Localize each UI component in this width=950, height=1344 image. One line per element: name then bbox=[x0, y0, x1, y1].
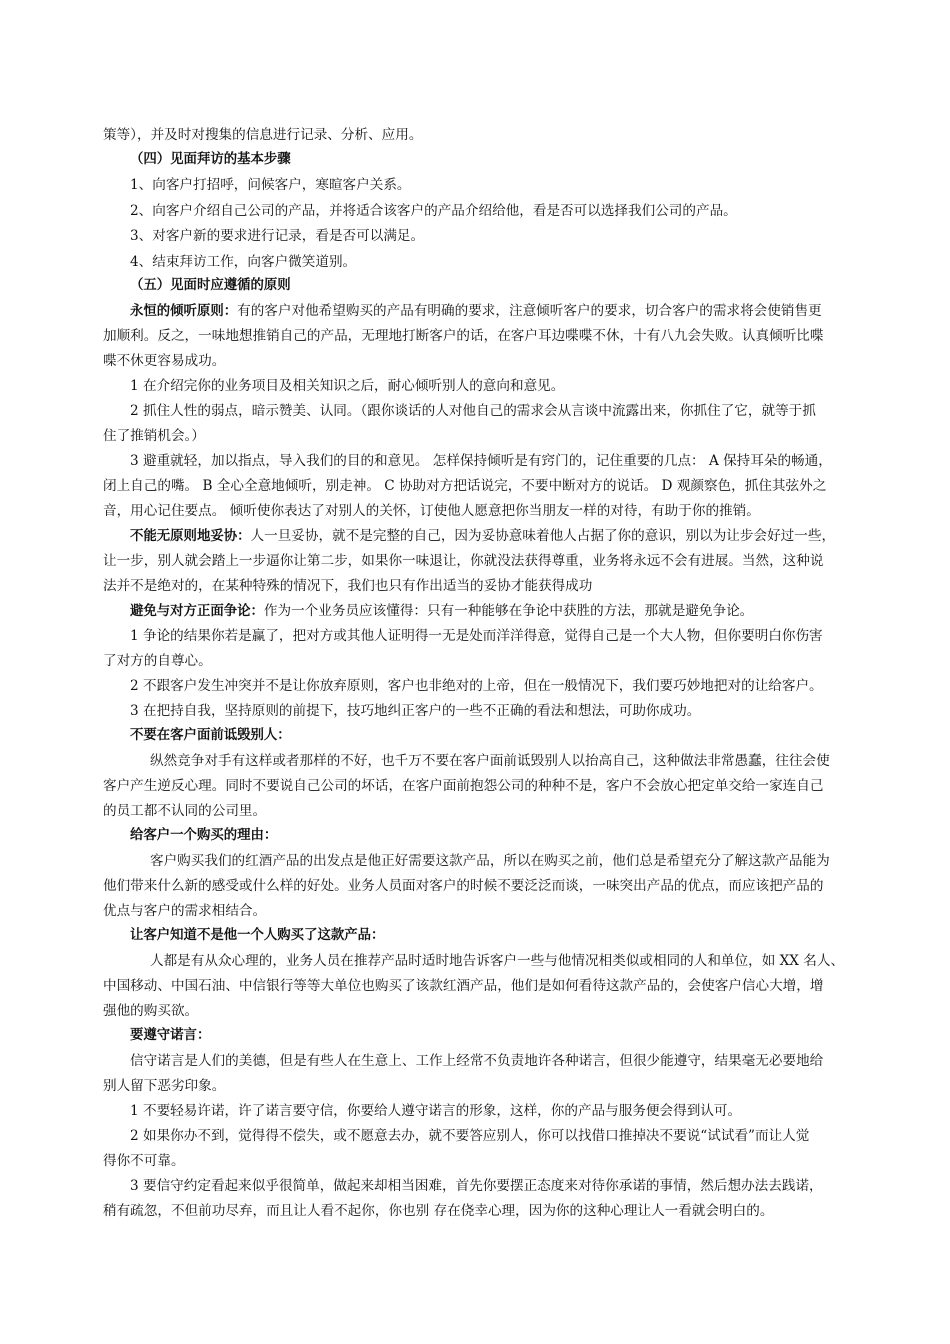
paragraph-line: 音，用心记住要点。 倾听使你表达了对别人的关怀，订使他人愿意把你当朋友一样的对待，有助于你的推销。 bbox=[103, 503, 760, 519]
subheading: 不要在客户面前诋毁别人： bbox=[130, 728, 291, 743]
paragraph-line: 策等），并及时对搜集的信息进行记录、分析、应用。 bbox=[103, 127, 423, 143]
paragraph-text: 有的客户对他希望购买的产品有明确的要求，注意倾听客户的要求，切合客户的需求将会使销售更 bbox=[237, 303, 822, 319]
section-heading: （四）见面拜访的基本步骤 bbox=[130, 152, 291, 167]
list-item: 3 避重就轻，加以指点，导入我们的目的和意见。 怎样保持倾听是有窍门的，记住重要的几点： A 保持耳朵的畅通， bbox=[130, 453, 832, 469]
paragraph-line: 住了推销机会。） bbox=[103, 428, 205, 444]
bold-lead: 永恒的倾听原则： bbox=[130, 304, 238, 319]
list-item: 3 要信守约定看起来似乎很简单，做起来却相当困难，首先你要摆正态度来对待你承诺的事情，然后想办法去践诺， bbox=[130, 1178, 823, 1194]
paragraph-line: 的员工都不认同的公司里。 bbox=[103, 803, 267, 819]
paragraph-line: 客户购买我们的红酒产品的出发点是他正好需要这款产品，所以在购买之前，他们总是希望充分了解这款产品能为 bbox=[150, 853, 830, 869]
paragraph-line: 客户产生逆反心理。同时不要说自己公司的坏话，在客户面前抱怨公司的种种不是，客户不会放心把定单交给一家连自己 bbox=[103, 778, 824, 794]
list-item: 4、结束拜访工作，向客户微笑道别。 bbox=[130, 254, 357, 270]
list-item: 2 如果你办不到，觉得得不偿失，或不愿意去办，就不要答应别人，你可以找借口推掉决不要说“试试看”而让人觉 bbox=[130, 1128, 810, 1144]
paragraph-line bbox=[130, 601, 753, 622]
paragraph-line: 他们带来什么新的感受或什么样的好处。业务人员面对客户的时候不要泛泛而谈，一味突出产品的优点，而应该把产品的 bbox=[103, 878, 824, 894]
list-item: 1 争论的结果你若是赢了，把对方或其他人证明得一无是处而洋洋得意，觉得自己是一个大人物，但你要明白你伤害 bbox=[130, 628, 823, 644]
paragraph-line: 闭上自己的嘴。 B 全心全意地倾听，别走神。 C 协助对方把话说完，不要中断对方的说话。 D 观颜察色，抓住其弦外之 bbox=[103, 478, 827, 494]
paragraph-line: 了对方的自尊心。 bbox=[103, 653, 212, 669]
paragraph-text: 作为一个业务员应该懂得：只有一种能够在争论中获胜的方法，那就是避免争论。 bbox=[263, 603, 754, 619]
paragraph-line: 优点与客户的需求相结合。 bbox=[103, 903, 267, 919]
paragraph-line bbox=[130, 301, 822, 322]
bold-lead: 不能无原则地妥协： bbox=[130, 529, 251, 544]
list-item: 1、向客户打招呼，问候客户，寒暄客户关系。 bbox=[130, 177, 411, 193]
paragraph-line: 中国移动、中国石油、中信银行等等大单位也购买了该款红酒产品，他们是如何看待这款产品的，会使客户信心大增，增 bbox=[103, 978, 824, 994]
paragraph-line: 纵然竞争对手有这样或者那样的不好，也千万不要在客户面前诋毁别人以抬高自己，这种做法非常愚蠢，往往会使 bbox=[150, 753, 830, 769]
paragraph-line: 喋不休更容易成功。 bbox=[103, 353, 226, 369]
subheading: 要遵守诺言： bbox=[130, 1028, 211, 1043]
bold-lead: 避免与对方正面争论： bbox=[130, 604, 264, 619]
subheading: 让客户知道不是他一个人购买了这款产品： bbox=[130, 928, 385, 943]
list-item: 2、向客户介绍自己公司的产品，并将适合该客户的产品介绍给他，看是否可以选择我们公司的产品。 bbox=[130, 203, 737, 219]
section-heading: （五）见面时应遵循的原则 bbox=[130, 278, 291, 293]
paragraph-line: 信守诺言是人们的美德，但是有些人在生意上、工作上经常不负责地许各种诺言，但很少能遵守，结果毫无必要地给 bbox=[130, 1053, 824, 1069]
paragraph-line: 加顺利。反之，一味地想推销自己的产品，无理地打断客户的话，在客户耳边喋喋不休，十有八九会失败。认真倾听比喋 bbox=[103, 328, 824, 344]
paragraph-line: 强他的购买欲。 bbox=[103, 1003, 199, 1019]
paragraph-line bbox=[130, 526, 835, 547]
list-item: 2 不跟客户发生冲突并不是让你放弃原则，客户也非绝对的上帝，但在一般情况下，我们要巧妙地把对的让给客户。 bbox=[130, 678, 823, 694]
paragraph-line: 法并不是绝对的，在某种特殊的情况下，我们也只有作出适当的妥协才能获得成功 bbox=[103, 578, 593, 594]
list-item: 2 抓住人性的弱点，暗示赞美、认同。（跟你谈话的人对他自己的需求会从言谈中流露出来，你抓住了它，就等于抓 bbox=[130, 403, 816, 419]
list-item: 1 不要轻易许诺，许了诺言要守信，你要给人遵守诺言的形象，这样，你的产品与服务便会得到认可。 bbox=[130, 1103, 742, 1119]
paragraph-line: 得你不可靠。 bbox=[103, 1153, 185, 1169]
paragraph-line: 让一步，别人就会踏上一步逼你让第二步，如果你一味退让，你就没法获得尊重，业务将永远不会有进展。当然，这种说 bbox=[103, 553, 824, 569]
list-item: 3、对客户新的要求进行记录，看是否可以满足。 bbox=[130, 228, 425, 244]
paragraph-line: 人都是有从众心理的，业务人员在推荐产品时适时地告诉客户一些与他情况相类似或相同的人和单位，如 XX 名人、 bbox=[150, 953, 845, 969]
list-item: 1 在介绍完你的业务项目及相关知识之后，耐心倾听别人的意向和意见。 bbox=[130, 378, 565, 394]
paragraph-line: 别人留下恶劣印象。 bbox=[103, 1078, 226, 1094]
paragraph-line: 稍有疏忽，不但前功尽弃，而且让人看不起你，你也别 存在侥幸心理，因为你的这种心理让人一看就会明白的。 bbox=[103, 1203, 774, 1219]
subheading: 给客户一个购买的理由： bbox=[130, 828, 278, 843]
paragraph-text: 人一旦妥协，就不是完整的自己，因为妥协意味着他人占据了你的意识，别以为让步会好过一些， bbox=[250, 528, 836, 544]
list-item: 3 在把持自我，坚持原则的前提下，技巧地纠正客户的一些不正确的看法和想法，可助你成功。 bbox=[130, 703, 701, 719]
